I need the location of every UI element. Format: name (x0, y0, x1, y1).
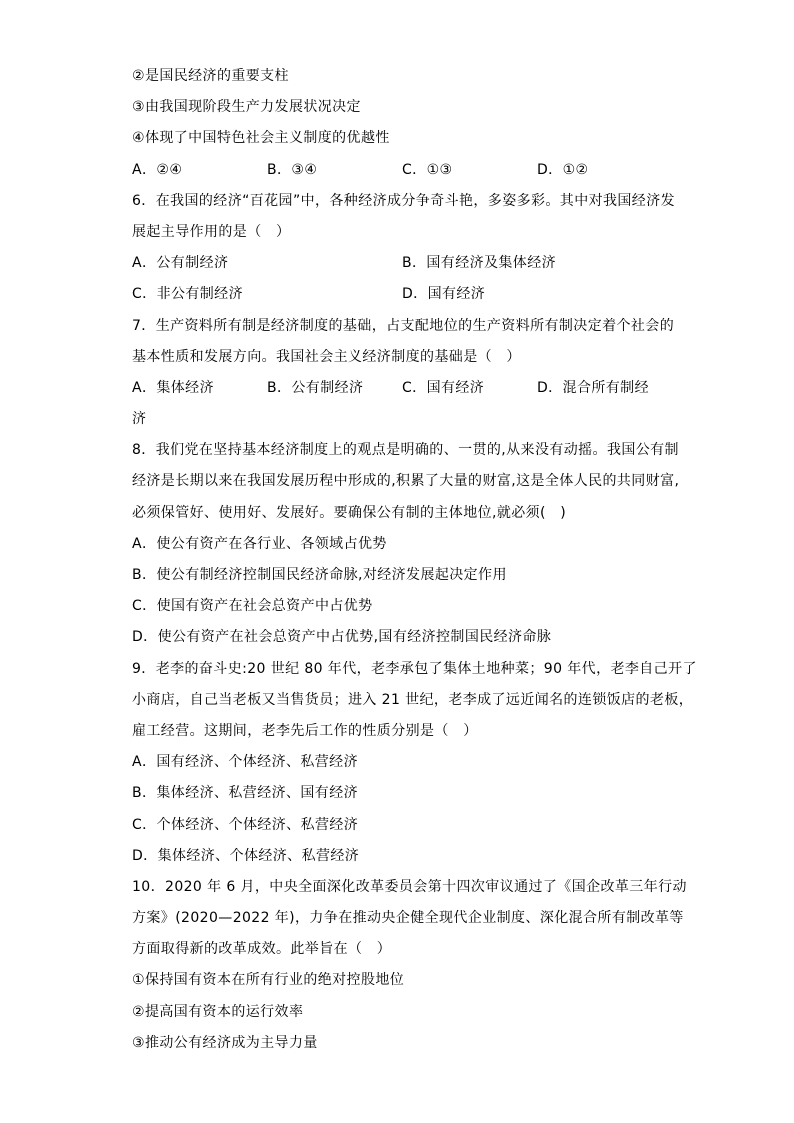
q7-option-b[interactable]: B．公有制经济 (267, 379, 364, 396)
q5-option-b[interactable]: B．③④ (267, 161, 318, 178)
q8-option-d[interactable]: D．使公有资产在社会总资产中占优势,国有经济控制国民经济命脉 (132, 629, 552, 646)
q9-stem-line-3: 雇工经营。这期间，老李先后工作的性质分别是（ ） (132, 722, 478, 739)
q6-stem-line-2: 展起主导作用的是（ ） (132, 223, 291, 240)
q8-stem-line-1: 8．我们党在坚持基本经济制度上的观点是明确的、一贯的,从来没有动摇。我国公有制 (132, 442, 679, 459)
q5-option-d[interactable]: D．①② (537, 161, 589, 178)
q10-statement-3: ③推动公有经济成为主导力量 (132, 1034, 318, 1051)
q10-statement-2: ②提高国有资本的运行效率 (132, 1003, 304, 1020)
q8-option-c[interactable]: C．使国有资产在社会总资产中占优势 (132, 598, 373, 615)
q5-statement-3: ③由我国现阶段生产力发展状况决定 (132, 99, 361, 116)
q6-stem-line-1: 6．在我国的经济“百花园”中，各种经济成分争奇斗艳，多姿多彩。其中对我国经济发 (132, 192, 676, 209)
q5-statement-2: ②是国民经济的重要支柱 (132, 68, 289, 84)
q7-option-a[interactable]: A．集体经济 (132, 379, 214, 396)
q10-stem-line-2: 方案》(2020—2022 年)，力争在推动央企健全现代企业制度、深化混合所有制改革等 (132, 910, 684, 927)
q7-option-d-wrap: 济 (132, 411, 147, 428)
q7-stem-line-2: 基本性质和发展方向。我国社会主义经济制度的基础是（ ） (132, 348, 521, 365)
q7-option-c[interactable]: C．国有经济 (402, 379, 485, 396)
q7-stem-line-1: 7．生产资料所有制是经济制度的基础，占支配地位的生产资料所有制决定着个社会的 (132, 317, 675, 334)
q6-option-c[interactable]: C．非公有制经济 (132, 286, 243, 303)
q10-statement-1: ①保持国有资本在所有行业的绝对控股地位 (132, 972, 405, 989)
q9-option-b[interactable]: B．集体经济、私营经济、国有经济 (132, 785, 359, 802)
question-content (132, 64, 697, 1062)
q7-options (132, 376, 672, 407)
q6-option-b[interactable]: B．国有经济及集体经济 (402, 255, 557, 272)
q5-option-a[interactable]: A．②④ (132, 161, 183, 178)
q8-option-a[interactable]: A．使公有资产在各行业、各领域占优势 (132, 535, 387, 552)
q10-stem-line-1: 10．2020 年 6 月，中央全面深化改革委员会第十四次审议通过了《国企改革三年行动 (132, 878, 687, 895)
q6-option-d[interactable]: D．国有经济 (402, 286, 486, 303)
q5-option-c[interactable]: C．①③ (402, 161, 453, 178)
q5-statement-4: ④体现了中国特色社会主义制度的优越性 (132, 130, 390, 147)
q5-options (132, 158, 672, 189)
q6-options-row-2 (132, 282, 672, 313)
q6-option-a[interactable]: A．公有制经济 (132, 255, 229, 272)
q6-options-row-1 (132, 251, 672, 282)
q8-stem-line-2: 经济是长期以来在我国发展历程中形成的,积累了大量的财富,这是全体人民的共同财富, (132, 473, 680, 490)
q9-option-d[interactable]: D．集体经济、个体经济、私营经济 (132, 847, 360, 864)
q8-stem-line-3: 必须保管好、使用好、发展好。要确保公有制的主体地位,就必须( ) (132, 504, 567, 521)
q9-stem-line-1: 9．老李的奋斗史:20 世纪 80 年代，老李承包了集体土地种菜；90 年代，老李自己开了 (132, 660, 697, 677)
q7-option-d[interactable]: D．混合所有制经 (537, 379, 649, 396)
q9-option-a[interactable]: A．国有经济、个体经济、私营经济 (132, 754, 358, 771)
q8-option-b[interactable]: B．使公有制经济控制国民经济命脉,对经济发展起决定作用 (132, 567, 507, 583)
q10-stem-line-3: 方面取得新的改革成效。此举旨在（ ） (132, 941, 392, 958)
q9-stem-line-2: 小商店，自己当老板又当售货员；进入 21 世纪，老李成了远近闻名的连锁饭店的老板， (132, 691, 694, 708)
q9-option-c[interactable]: C．个体经济、个体经济、私营经济 (132, 816, 359, 833)
